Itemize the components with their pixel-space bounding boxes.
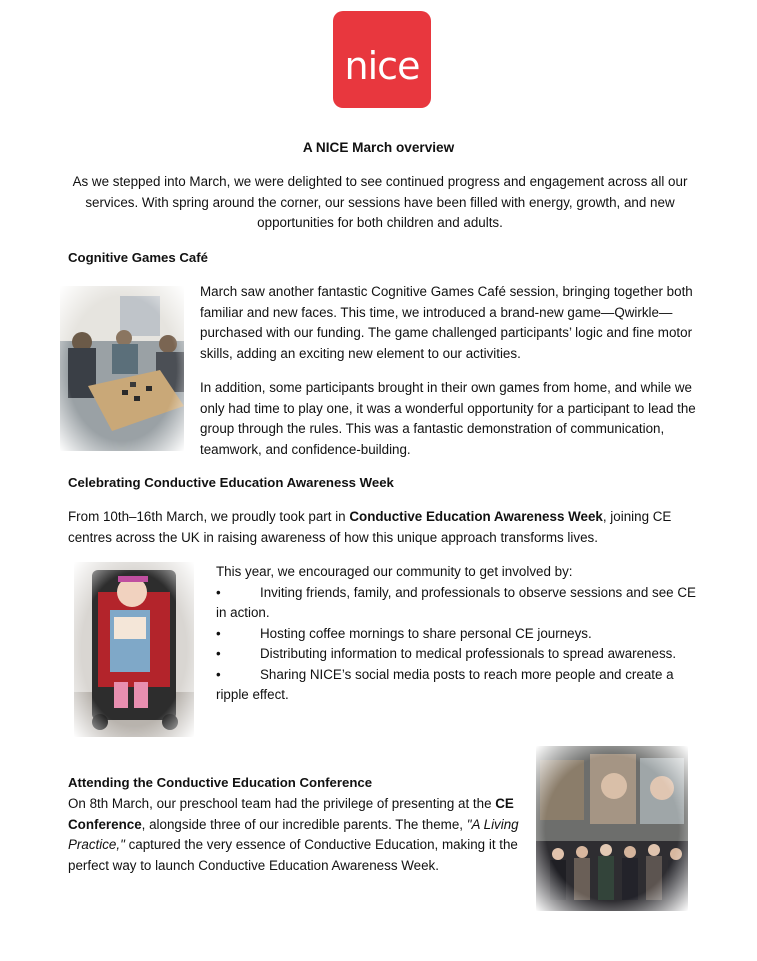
list-item-text: Sharing NICE’s social media posts to reach more people and create a ripple effect.	[216, 666, 674, 702]
list-item-text: Inviting friends, family, and professionals to observe sessions and see CE in action.	[216, 584, 696, 620]
awareness-week-bold: Conductive Education Awareness Week	[349, 509, 603, 524]
conference-paragraph	[68, 794, 530, 876]
conference-text-italic: "A Living Practice,"	[68, 816, 519, 852]
games-cafe-text	[200, 282, 700, 460]
list-item-text: Distributing information to medical professionals to spread awareness.	[260, 646, 677, 661]
bullet-icon: •	[216, 646, 221, 661]
awareness-week-text-start: From 10th–16th March, we proudly took part in	[68, 509, 350, 524]
awareness-week-list	[216, 562, 696, 706]
games-cafe-photo-image	[60, 286, 184, 451]
list-item	[216, 644, 696, 665]
section-heading-games-cafe: Cognitive Games Café	[68, 250, 208, 265]
awareness-week-photo	[74, 562, 194, 737]
bullet-icon: •	[216, 625, 221, 641]
awareness-week-intro	[68, 507, 698, 548]
bullet-icon: •	[216, 584, 221, 600]
intro-paragraph: As we stepped into March, we were delighted to see continued progress and engagement across all our services. With spring around the corner, our sessions have been filled with energy, growth, and new opportunities for both children and adults.	[72, 174, 688, 230]
games-cafe-paragraph-2: In addition, some participants brought in their own games from home, and while we only had time to play one, it was a wonderful opportunity for a participant to lead the group through the rules. This was a fantastic demonstration of communication, teamwork, and confidence-building.	[200, 380, 696, 457]
list-item	[216, 583, 696, 624]
section-heading-conference: Attending the Conductive Education Conference	[68, 775, 373, 790]
conference-text-3: captured the very essence of Conductive Education, making it the perfect way to launch Conductive Education Awareness Week.	[68, 837, 518, 873]
list-item	[216, 624, 696, 645]
list-item	[216, 665, 696, 706]
bullet-icon: •	[216, 666, 221, 682]
awareness-week-photo-image	[74, 562, 194, 737]
awareness-week-text-end: , joining CE centres across the UK in raising awareness of how this unique approach transforms lives.	[68, 509, 672, 545]
games-cafe-paragraph-1: March saw another fantastic Cognitive Games Café session, bringing together both familiar and new faces. This time, we introduced a brand-new game—Qwirkle—purchased with our funding. The game challenged participants’ logic and fine motor skills, adding an exciting new element to our activities.	[200, 284, 693, 361]
conference-photo-image	[536, 746, 688, 911]
nice-logo	[333, 11, 431, 108]
section-heading-awareness-week: Celebrating Conductive Education Awareness Week	[68, 475, 394, 490]
conference-text-bold: CE Conference	[68, 796, 514, 832]
list-item-text: Hosting coffee mornings to share personal CE journeys.	[260, 625, 592, 641]
games-cafe-photo	[60, 286, 184, 451]
conference-text-2: , alongside three of our incredible parents. The theme,	[141, 816, 467, 832]
logo-text: nice	[344, 44, 420, 89]
conference-text-1: On 8th March, our preschool team had the privilege of presenting at the	[68, 796, 496, 811]
conference-photo	[536, 746, 688, 911]
page-title: A NICE March overview	[302, 140, 455, 155]
awareness-week-lead: This year, we encouraged our community to get involved by:	[216, 564, 573, 579]
